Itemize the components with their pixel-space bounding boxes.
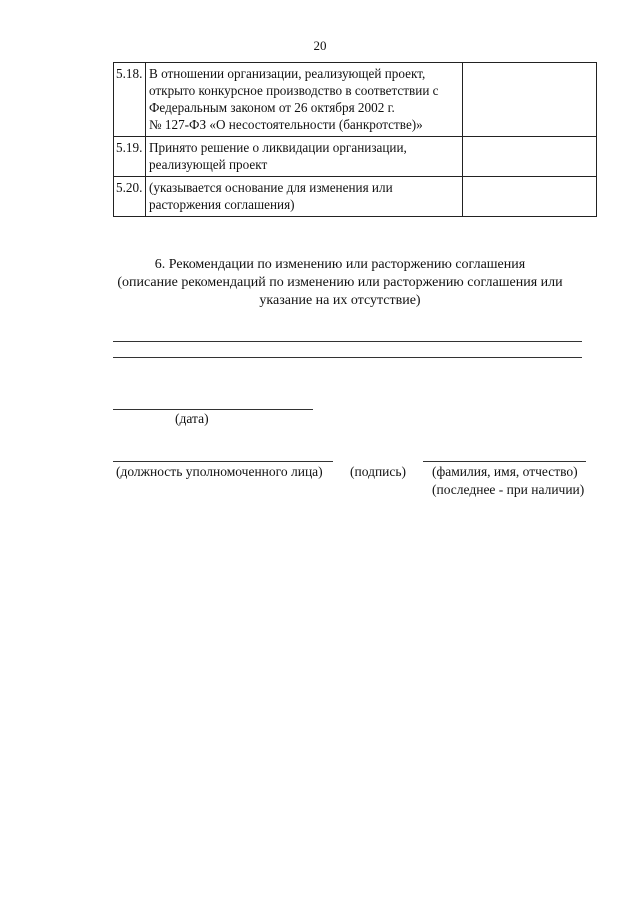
date-fill-line[interactable]	[113, 409, 313, 410]
table-row	[114, 177, 597, 217]
date-caption: (дата)	[175, 411, 209, 426]
table-row	[114, 137, 597, 177]
row-text-line: реализующей проект	[149, 157, 268, 172]
row-text-line: открыто конкурсное производство в соответствии с	[149, 83, 439, 98]
recommendation-fill-line[interactable]	[113, 357, 582, 358]
row-value-cell[interactable]	[463, 63, 597, 137]
recommendation-fill-line[interactable]	[113, 341, 582, 342]
row-text-line: (указывается основание для изменения или	[149, 180, 393, 195]
row-text-line: расторжения соглашения)	[149, 197, 295, 212]
row-number: 5.18.	[114, 63, 146, 137]
row-text-line: Федеральным законом от 26 октября 2002 г.	[149, 100, 395, 115]
row-text	[146, 137, 463, 177]
row-value-cell[interactable]	[463, 137, 597, 177]
signature-caption: (подпись)	[350, 464, 407, 479]
name-note-caption: (последнее - при наличии)	[432, 482, 585, 497]
items-table	[113, 62, 597, 217]
position-caption: (должность уполномоченного лица)	[116, 464, 323, 479]
row-text	[146, 63, 463, 137]
section-subtitle-line: указание на их отсутствие)	[259, 293, 421, 308]
section-subtitle-line: (описание рекомендаций по изменению или расторжению соглашения или	[117, 275, 563, 290]
row-text-line: В отношении организации, реализующей проект,	[149, 66, 426, 81]
table-row	[114, 63, 597, 137]
section-6-heading	[100, 256, 580, 310]
row-text-line: Принято решение о ликвидации организации,	[149, 140, 407, 155]
section-title: 6. Рекомендации по изменению или расторжению соглашения	[154, 257, 526, 272]
position-fill-line[interactable]	[113, 461, 333, 462]
page-number: 20	[313, 38, 327, 53]
row-value-cell[interactable]	[463, 177, 597, 217]
row-number: 5.20.	[114, 177, 146, 217]
row-number: 5.19.	[114, 137, 146, 177]
name-caption: (фамилия, имя, отчество)	[432, 464, 578, 479]
row-text-line: № 127-ФЗ «О несостоятельности (банкротстве)»	[149, 117, 423, 132]
name-fill-line[interactable]	[423, 461, 586, 462]
row-text	[146, 177, 463, 217]
